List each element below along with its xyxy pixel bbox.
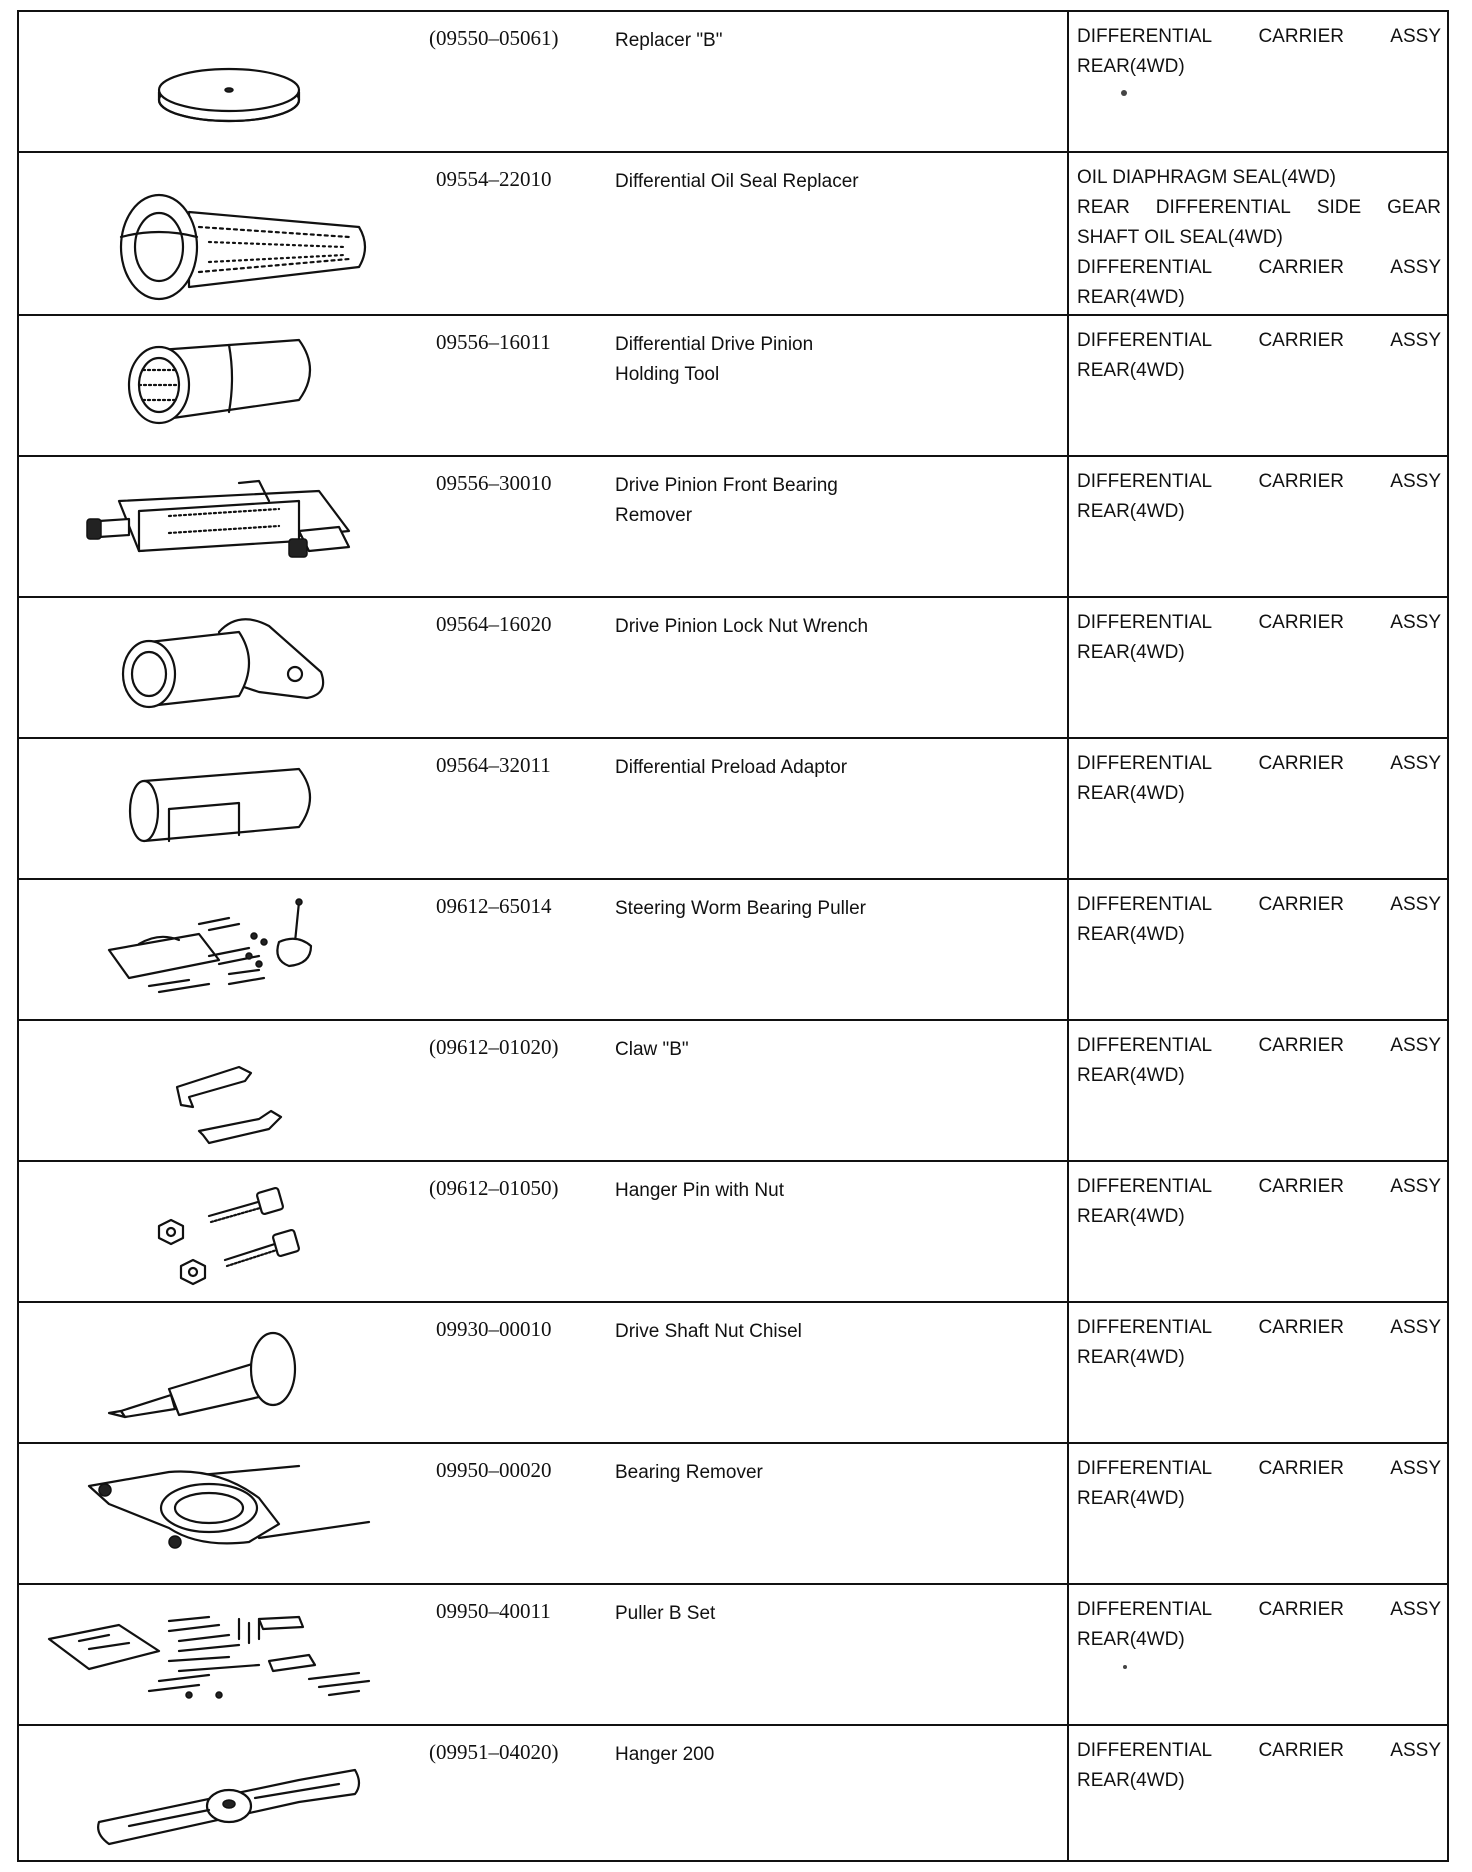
claw-icon <box>59 1035 389 1147</box>
table-row <box>19 457 1447 598</box>
usage-text: DIFFERENTIAL CARRIER ASSY REAR(4WD) <box>1077 1740 1441 1791</box>
tool-name: Differential Oil Seal Replacer <box>615 171 859 192</box>
part-number: 09564–16020 <box>436 612 552 636</box>
table-row <box>19 1444 1447 1585</box>
table-row <box>19 739 1447 880</box>
usage-text: DIFFERENTIAL CARRIER ASSY REAR(4WD) <box>1077 1176 1441 1227</box>
part-number: 09564–32011 <box>436 753 551 777</box>
oil-seal-replacer-icon <box>59 167 389 279</box>
usage-text: DIFFERENTIAL CARRIER ASSY REAR(4WD) <box>1077 330 1441 381</box>
table-row <box>19 1303 1447 1444</box>
table-row <box>19 598 1447 739</box>
part-number: 09554–22010 <box>436 167 552 191</box>
bearing-remover-clamp-icon <box>59 471 389 583</box>
part-number: 09930–00010 <box>436 1317 552 1341</box>
usage-text: DIFFERENTIAL CARRIER ASSY REAR(4WD) <box>1077 894 1441 945</box>
special-tools-table <box>17 10 1449 1862</box>
pinion-holding-tool-icon <box>59 330 389 442</box>
chisel-icon <box>59 1317 389 1429</box>
usage-text: DIFFERENTIAL CARRIER ASSY REAR(4WD) <box>1077 753 1441 804</box>
table-row <box>19 316 1447 457</box>
part-number: (09612–01050) <box>429 1176 559 1200</box>
lock-nut-wrench-icon <box>59 612 389 724</box>
tool-name: Drive Pinion Front Bearing Remover <box>615 475 838 526</box>
table-row <box>19 1021 1447 1162</box>
hanger-bar-icon <box>59 1740 389 1852</box>
part-number: 09556–16011 <box>436 330 551 354</box>
part-number: 09950–40011 <box>436 1599 551 1623</box>
usage-text: OIL DIAPHRAGM SEAL(4WD) REAR DIFFERENTIAL SIDE GEAR SHAFT OIL SEAL(4WD) DIFFERENTIAL CARRIER ASSY REAR(4WD) <box>1077 167 1441 308</box>
part-number: 09612–65014 <box>436 894 552 918</box>
table-row <box>19 1162 1447 1303</box>
part-number: (09612–01020) <box>429 1035 559 1059</box>
preload-adaptor-icon <box>59 753 389 865</box>
replacer-disc-icon <box>59 26 389 138</box>
part-number: (09550–05061) <box>429 26 559 50</box>
table-row <box>19 12 1447 153</box>
tool-name: Bearing Remover <box>615 1462 763 1483</box>
scan-speck <box>1123 1665 1127 1669</box>
tool-name: Replacer "B" <box>615 30 723 51</box>
part-number: (09951–04020) <box>429 1740 559 1764</box>
part-number: 09950–00020 <box>436 1458 552 1482</box>
usage-text: DIFFERENTIAL CARRIER ASSY REAR(4WD) <box>1077 1035 1441 1086</box>
tool-name: Drive Shaft Nut Chisel <box>615 1321 802 1342</box>
table-row <box>19 880 1447 1021</box>
usage-text: DIFFERENTIAL CARRIER ASSY REAR(4WD) <box>1077 1317 1441 1368</box>
tool-name: Differential Drive Pinion Holding Tool <box>615 334 814 385</box>
table-row <box>19 1726 1447 1860</box>
table-row <box>19 153 1447 316</box>
puller-set-icon <box>59 1599 389 1711</box>
usage-text: DIFFERENTIAL CARRIER ASSY REAR(4WD) <box>1077 26 1441 77</box>
table-row <box>19 1585 1447 1726</box>
usage-text: DIFFERENTIAL CARRIER ASSY REAR(4WD) <box>1077 1458 1441 1509</box>
bearing-puller-kit-icon <box>59 894 389 1006</box>
tool-name: Hanger Pin with Nut <box>615 1180 784 1201</box>
split-bearing-remover-icon <box>59 1458 389 1570</box>
hanger-pin-nut-icon <box>59 1176 389 1288</box>
tool-name: Hanger 200 <box>615 1744 715 1765</box>
usage-text: DIFFERENTIAL CARRIER ASSY REAR(4WD) <box>1077 612 1441 663</box>
tool-name: Differential Preload Adaptor <box>615 757 848 778</box>
part-number: 09556–30010 <box>436 471 552 495</box>
tool-name: Puller B Set <box>615 1603 716 1624</box>
usage-text: DIFFERENTIAL CARRIER ASSY REAR(4WD) <box>1077 471 1441 522</box>
tool-name: Claw "B" <box>615 1039 689 1060</box>
tool-name: Drive Pinion Lock Nut Wrench <box>615 616 869 637</box>
usage-text: DIFFERENTIAL CARRIER ASSY REAR(4WD) <box>1077 1599 1441 1650</box>
tool-name: Steering Worm Bearing Puller <box>615 898 866 919</box>
scan-speck <box>1121 90 1127 96</box>
